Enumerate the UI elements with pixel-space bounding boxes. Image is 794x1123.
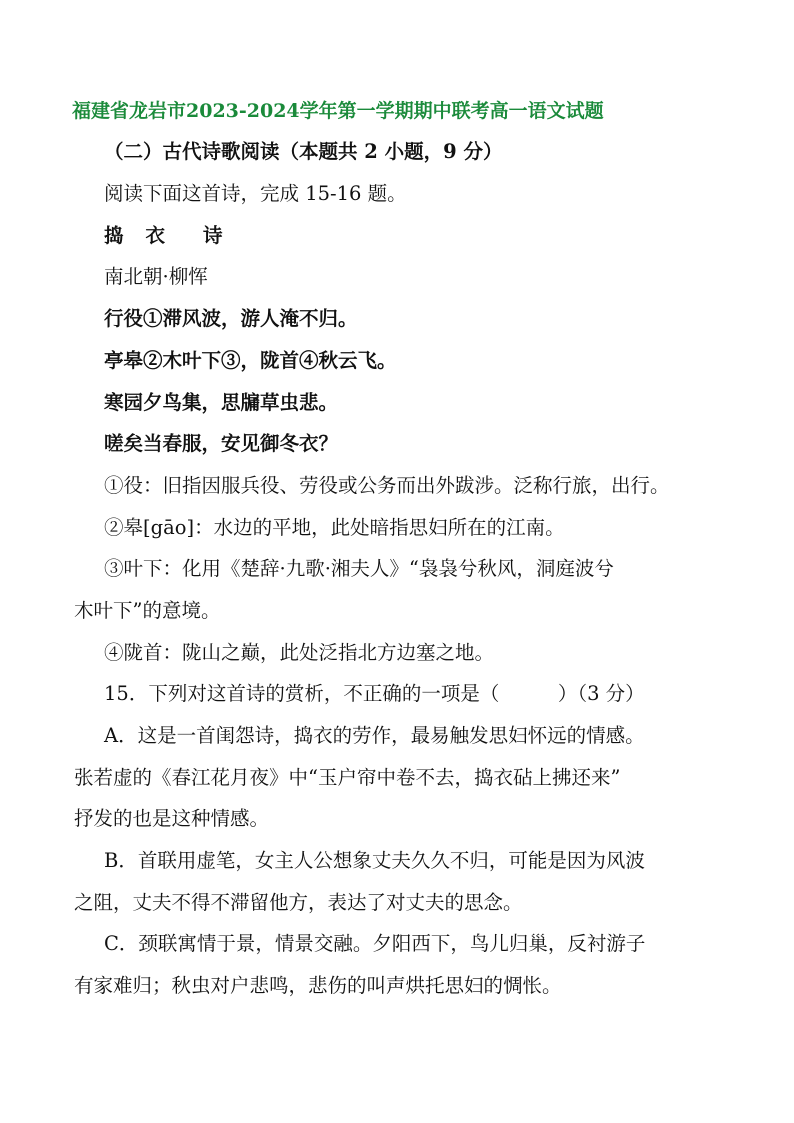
- annotation-note: ①役：旧指因服兵役、劳役或公务而出外跋涉。泛称行旅，出行。: [104, 474, 670, 497]
- poem-line: 亭皋②木叶下③，陇首④秋云飞。: [104, 349, 397, 372]
- option-a-line: 张若虚的《春江花月夜》中“玉户帘中卷不去，捣衣砧上拂还来”: [74, 766, 621, 789]
- annotation-note: ④陇首：陇山之巅，此处泛指北方边塞之地。: [104, 641, 495, 664]
- option-b-line: 之阻，丈夫不得不滞留他方，表达了对丈夫的思念。: [74, 891, 523, 914]
- poem-title-char: 捣: [104, 224, 124, 247]
- instruction-text: 阅读下面这首诗，完成 15-16 题。: [104, 182, 407, 205]
- poem-title-char: 诗: [203, 224, 223, 247]
- poem-title: [104, 222, 223, 250]
- section-heading: （二）古代诗歌阅读（本题共 2 小题，9 分）: [104, 140, 503, 163]
- annotation-note-continued: 木叶下”的意境。: [74, 599, 221, 622]
- option-a-line: 抒发的也是这种情感。: [74, 807, 270, 830]
- annotation-note: ③叶下：化用《楚辞·九歌·湘夫人》“袅袅兮秋风，洞庭波兮: [104, 557, 614, 580]
- option-c-line: C．颈联寓情于景，情景交融。夕阳西下，鸟儿归巢，反衬游子: [104, 932, 646, 955]
- document-title: 福建省龙岩市2023-2024学年第一学期期中联考高一语文试题: [72, 100, 604, 122]
- option-c-line: 有家难归；秋虫对户悲鸣，悲伤的叫声烘托思妇的惆怅。: [74, 974, 562, 997]
- option-b-line: B．首联用虚笔，女主人公想象丈夫久久不归，可能是因为风波: [104, 849, 645, 872]
- poem-line: 嗟矣当春服，安见御冬衣？: [104, 432, 339, 455]
- option-a-line: A．这是一首闺怨诗，捣衣的劳作，最易触发思妇怀远的情感。: [104, 724, 645, 747]
- poem-line: 行役①滞风波，游人淹不归。: [104, 307, 358, 330]
- poem-author: 南北朝·柳恽: [104, 265, 208, 288]
- poem-line: 寒园夕鸟集，思牖草虫悲。: [104, 391, 339, 414]
- question-15-stem: 15．下列对这首诗的赏析，不正确的一项是（ ）（3 分）: [104, 682, 645, 705]
- annotation-note: ②皋[gāo]：水边的平地，此处暗指思妇所在的江南。: [104, 516, 565, 539]
- poem-title-char: 衣: [145, 224, 166, 247]
